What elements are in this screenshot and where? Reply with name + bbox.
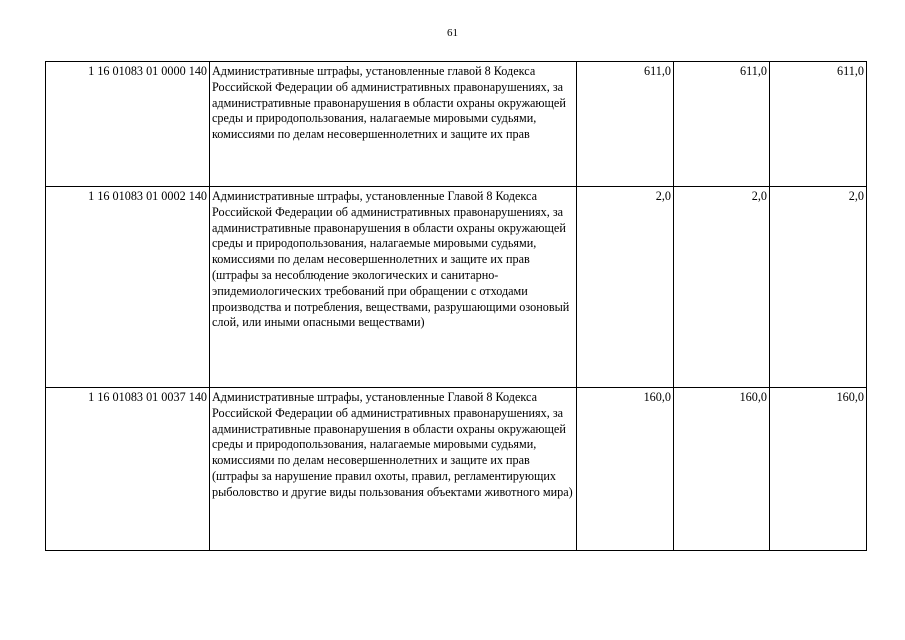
description-cell: Административные штрафы, установленные главой 8 Кодекса Российской Федерации об административных правонарушениях, за административные правонарушения в области охраны окружающей среды и природопользования, налагаемые мировыми судьями, комиссиями по делам несовершеннолетних и защите их прав [210,62,577,187]
value-year-3-cell: 160,0 [770,388,867,551]
description-cell: Административные штрафы, установленные Главой 8 Кодекса Российской Федерации об административных правонарушениях, за административные правонарушения в области охраны окружающей среды и природопользования, налагаемые мировыми судьями, комиссиями по делам несовершеннолетних и защите их прав (штрафы за несоблюдение экологических и санитарно-эпидемиологических требований при обращении с отходами производства и потребления, веществами, разрушающими озоновый слой, или иными опасными веществами) [210,187,577,388]
value-year-3-cell: 611,0 [770,62,867,187]
value-year-2-cell: 2,0 [674,187,770,388]
value-year-1-cell: 2,0 [577,187,674,388]
budget-code-cell: 1 16 01083 01 0002 140 [46,187,210,388]
revenue-table [45,61,867,551]
budget-code-cell: 1 16 01083 01 0000 140 [46,62,210,187]
value-year-1-cell: 611,0 [577,62,674,187]
table-row [46,388,867,551]
budget-code-cell: 1 16 01083 01 0037 140 [46,388,210,551]
table-row [46,187,867,388]
page-number: 61 [447,27,458,39]
value-year-2-cell: 611,0 [674,62,770,187]
value-year-1-cell: 160,0 [577,388,674,551]
table-row [46,62,867,187]
value-year-3-cell: 2,0 [770,187,867,388]
description-cell: Административные штрафы, установленные Главой 8 Кодекса Российской Федерации об административных правонарушениях, за административные правонарушения в области охраны окружающей среды и природопользования, налагаемые мировыми судьями, комиссиями по делам несовершеннолетних и защите их прав (штрафы за нарушение правил охоты, правил, регламентирующих рыболовство и другие виды пользования объектами животного мира) [210,388,577,551]
value-year-2-cell: 160,0 [674,388,770,551]
